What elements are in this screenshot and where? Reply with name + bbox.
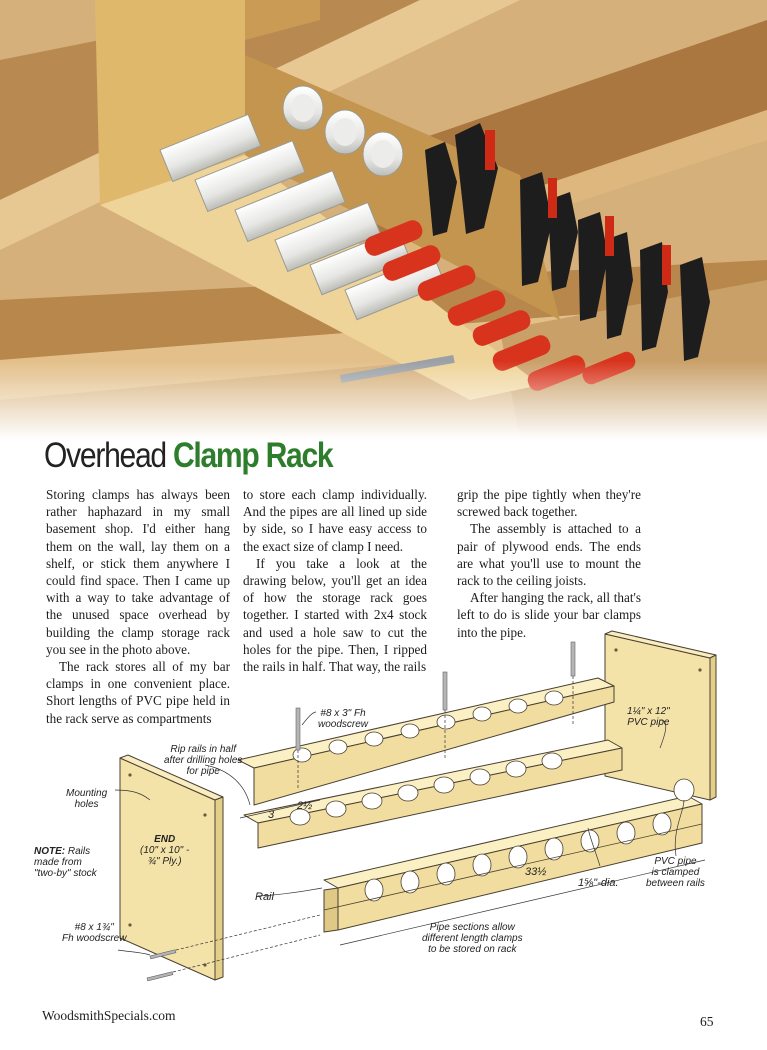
- page-number: 65: [700, 1014, 714, 1029]
- paragraph: If you take a look at the drawing below, you'll get an idea of how the storage rack goes together. I started with 2x4 stock and used a hole saw to cut the holes for the pipe. Then, I ripped the rails in half. That way, the rails: [243, 555, 427, 675]
- title-word-overhead: Overhead: [44, 436, 166, 475]
- clamp-rack-photo: [0, 0, 767, 440]
- label-end: [140, 834, 189, 867]
- body-column-3: [457, 486, 641, 641]
- label-hole-diameter: 1⅝"-dia.: [578, 877, 619, 889]
- label-note-bold: NOTE:: [34, 846, 66, 857]
- paragraph: Storing clamps has always been rather haphazard in my small basement shop. I'd either hang them on the wall, lay them on a shelf, or stick them anywhere I could find space. Then I came up with a way to take advantage of the unused space overhead by building the clamp storage rack you see in the photo above.: [46, 487, 230, 657]
- label-note-text: Rails made from "two-by" stock: [34, 846, 97, 879]
- label-rail: Rail: [255, 891, 274, 903]
- label-end-title: END: [154, 834, 176, 845]
- page-title: [44, 436, 332, 476]
- label-dim-3: 3: [268, 809, 275, 821]
- paragraph: grip the pipe tightly when they're screwed back together.: [457, 487, 641, 520]
- label-dim-2half: 2½: [297, 800, 313, 812]
- paragraph: The assembly is attached to a pair of plywood ends. The ends are what you'll use to mount the rack to the ceiling joists.: [457, 521, 641, 589]
- label-mounting-holes: Mounting holes: [66, 788, 108, 810]
- label-pvc-pipe-size: 1¼" x 12" PVC pipe: [627, 706, 670, 728]
- exploded-assembly-drawing: [0, 628, 767, 1000]
- paragraph: to store each clamp individually. And the pipes are all lined up side by side, so I have easy access to the exact size of clamp I need.: [243, 487, 427, 554]
- label-dim-33half: 33½: [525, 866, 547, 878]
- label-pvc-clamped: PVC pipe is clamped between rails: [646, 856, 705, 889]
- label-note: [34, 846, 97, 879]
- footer-website: WoodsmithSpecials.com: [42, 1008, 176, 1023]
- label-woodscrew-1-3-4: #8 x 1¾" Fh woodscrew: [62, 922, 127, 944]
- label-woodscrew-3in: #8 x 3" Fh woodscrew: [318, 708, 369, 730]
- label-end-dims: (10" x 10" - ¾" Ply.): [140, 845, 190, 867]
- title-word-clamp-rack: Clamp Rack: [172, 436, 333, 475]
- label-pipe-sections: Pipe sections allow different length clamps to be stored on rack: [422, 922, 523, 955]
- label-rip-rails: Rip rails in half after drilling holes for pipe: [164, 744, 243, 777]
- paragraph: The rack stores all of my bar clamps in one convenient place. Short lengths of PVC pipe held in the rack serve as compartments: [46, 659, 230, 726]
- paragraph: After hanging the rack, all that's left to do is slide your bar clamps into the pipe.: [457, 590, 641, 640]
